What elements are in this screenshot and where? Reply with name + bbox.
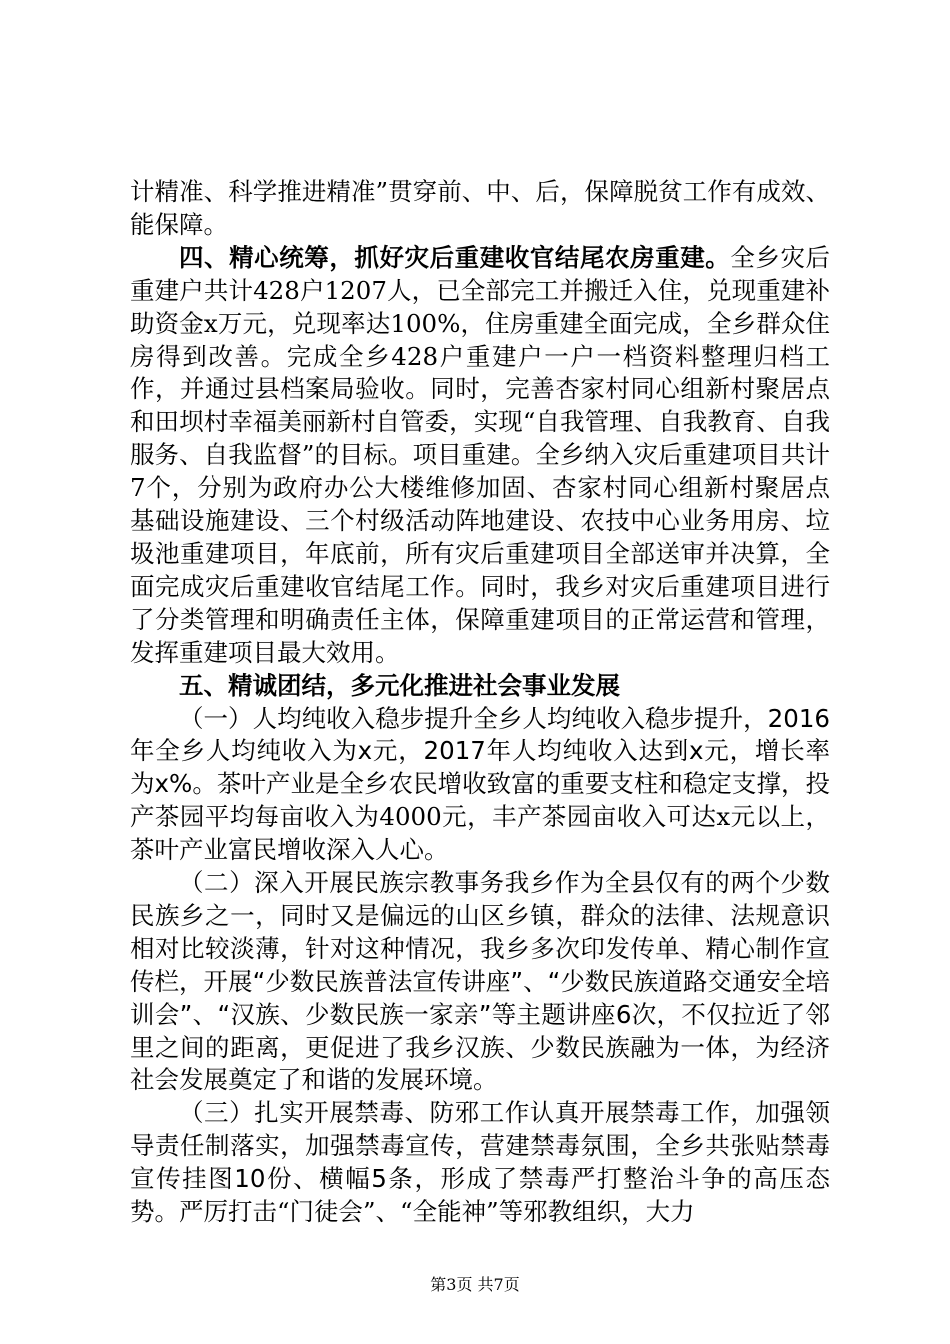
page-number-footer: 第3页 共7页	[430, 1275, 520, 1294]
paragraph-continuation	[130, 176, 830, 242]
paragraph-section-four	[130, 242, 830, 670]
paragraph-text: 严厉打击“门徒会”、“全能神”等邪教组织，大力	[179, 1197, 695, 1227]
paragraph-text: 茶叶产业是全乡农民增收致富的重要支柱和稳定支撑，投产茶园平均每亩收入为4000元，丰产茶园亩收入可达x元以上，茶叶产业富民增收深入人心。	[130, 769, 830, 865]
section-heading-five: 五、精诚团结，多元化推进社会事业发展	[179, 670, 620, 700]
document-body	[130, 176, 830, 1229]
paragraph-text: 计精准、科学推进精准”贯穿前、中、后，保障脱贫工作有成效、能保障。	[130, 177, 830, 239]
section-heading-four: 四、精心统筹，抓好灾后重建收官结尾农房重建。	[179, 242, 731, 272]
subsection-one-text: （一）人均纯收入稳步提升全乡人均纯收入稳步提升，2016年全乡人均纯收入为x元，2017年人均纯收入达到x元，增长率为x%。	[130, 703, 830, 799]
paragraph-text: 全乡灾后重建户共计428户1207人，已全部完工并搬迁入住，兑现重建补助资金x万元，兑现率达100%，住房重建全面完成，全乡群众住房得到改善。完成全乡428户重建户一户一档资料整理归档工作，并通过县档案局验收。同时，完善杏家村同心组新村聚居点和田坝村幸福美丽新村自管委，实现“自我管理、自我教育、自我服务、自我监督”的目标。项目重建。全乡纳入灾后重建项目共计7个，分别为政府办公大楼维修加固、杏家村同心组新村聚居点基础设施建设、三个村级活动阵地建设、农技中心业务用房、垃圾池重建项目，年底前，所有灾后重建项目全部送审并决算，全面完成灾后重建收官结尾工作。同时，我乡对灾后重建项目进行了分类管理和明确责任主体，保障重建项目的正常运营和管理，发挥重建项目最大效用。	[130, 242, 831, 667]
subsection-three-text: （三）扎实开展禁毒、防邪工作认真开展禁毒工作，加强领导责任制落实，加强禁毒宣传，营建禁毒氛围，全乡共张贴禁毒宣传挂图10份、横幅5条，形成了禁毒严打整治斗争的高压态势。	[130, 1098, 830, 1227]
paragraph-subsection-one	[130, 703, 830, 868]
paragraph-subsection-two: （二）深入开展民族宗教事务我乡作为全县仅有的两个少数民族乡之一，同时又是偏远的山区乡镇，群众的法律、法规意识相对比较淡薄，针对这种情况，我乡多次印发传单、精心制作宣传栏，开展“少数民族普法宣传讲座”、“少数民族道路交通安全培训会”、“汉族、少数民族一家亲”等主题讲座6次，不仅拉近了邻里之间的距离，更促进了我乡汉族、少数民族融为一体，为经济社会发展奠定了和谐的发展环境。	[130, 868, 830, 1095]
paragraph-subsection-three	[130, 1097, 830, 1229]
